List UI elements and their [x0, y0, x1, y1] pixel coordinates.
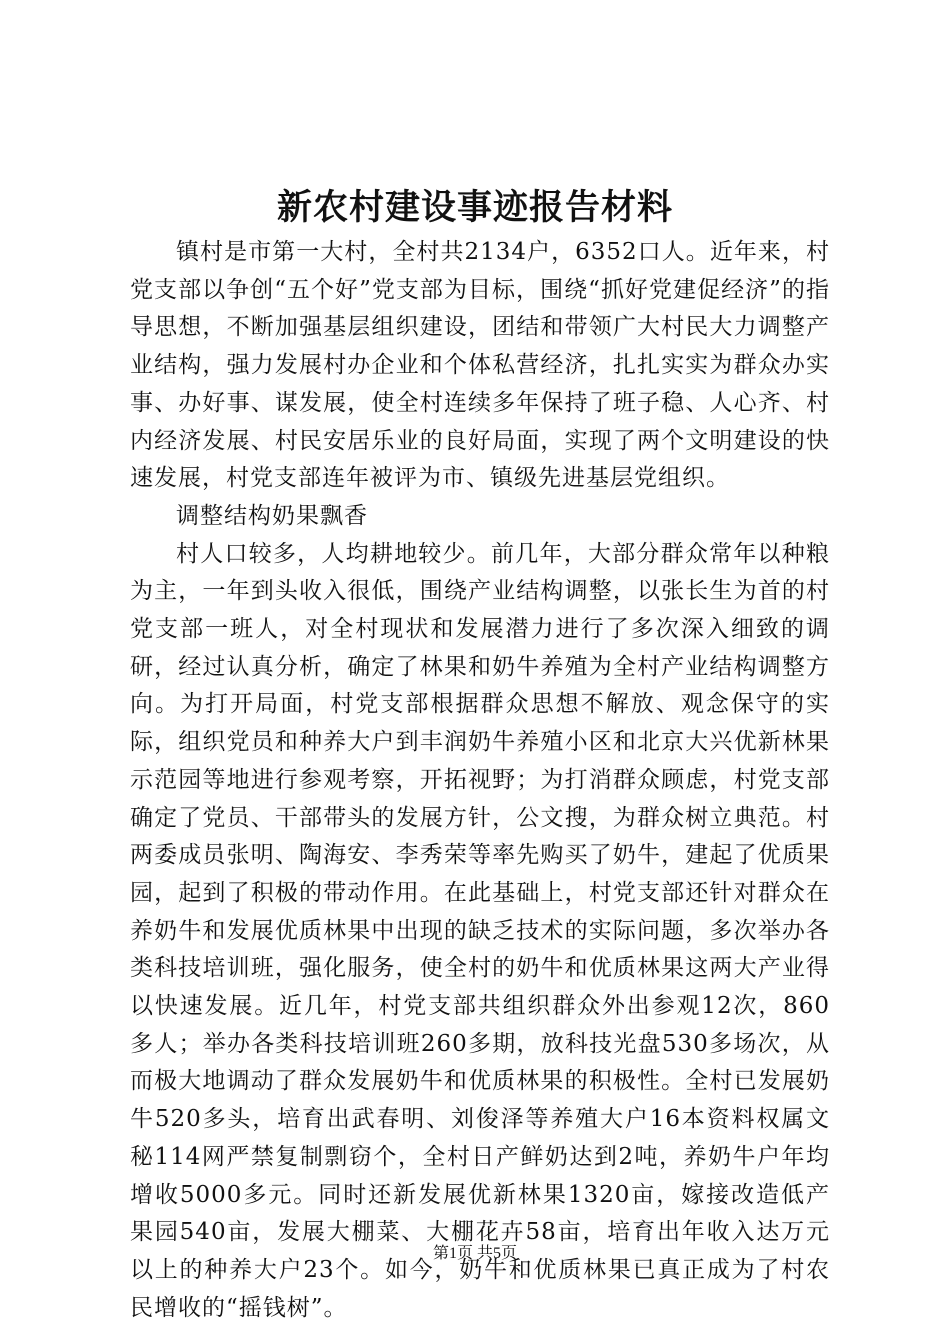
- page-footer: 第1页 共5页: [432, 1245, 517, 1262]
- document-body: [130, 234, 830, 1327]
- document-title: 新农村建设事迹报告材料: [276, 187, 673, 228]
- intro-paragraph: 镇村是市第一大村，全村共2134户，6352口人。近年来，村党支部以争创“五个好”党支部为目标，围绕“抓好党建促经济”的指导思想，不断加强基层组织建设，团结和带领广大村民大力调整产业结构，强力发展村办企业和个体私营经济，扎扎实实为群众办实事、办好事、谋发展，使全村连续多年保持了班子稳、人心齐、村内经济发展、村民安居乐业的良好局面，实现了两个文明建设的快速发展，村党支部连年被评为市、镇级先进基层党组织。: [130, 239, 830, 492]
- section-heading: 调整结构奶果飘香: [176, 502, 368, 529]
- section-paragraph: 村人口较多，人均耕地较少。前几年，大部分群众常年以种粮为主，一年到头收入很低，围绕产业结构调整，以张长生为首的村党支部一班人，对全村现状和发展潜力进行了多次深入细致的调研，经过认真分析，确定了林果和奶牛养殖为全村产业结构调整方向。为打开局面，村党支部根据群众思想不解放、观念保守的实际，组织党员和种养大户到丰润奶牛养殖小区和北京大兴优新林果示范园等地进行参观考察，开拓视野；为打消群众顾虑，村党支部确定了党员、干部带头的发展方针，公文搜，为群众树立典范。村两委成员张明、陶海安、李秀荣等率先购买了奶牛，建起了优质果园，起到了积极的带动作用。在此基础上，村党支部还针对群众在养奶牛和发展优质林果中出现的缺乏技术的实际问题，多次举办各类科技培训班，强化服务，使全村的奶牛和优质林果这两大产业得以快速发展。近几年，村党支部共组织群众外出参观12次，860多人；举办各类科技培训班260多期，放科技光盘530多场次，从而极大地调动了群众发展奶牛和优质林果的积极性。全村已发展奶牛520多头，培育出武春明、刘俊泽等养殖大户16本资料权属文秘114网严禁复制剽窃个，全村日产鲜奶达到2吨，养奶牛户年均增收5000多元。同时还新发展优新林果1320亩，嫁接改造低产果园540亩，发展大棚菜、大棚花卉58亩，培育出年收入达万元以上的种养大户23个。如今，奶牛和优质林果已真正成为了村农民增收的“摇钱树”。: [130, 540, 830, 1321]
